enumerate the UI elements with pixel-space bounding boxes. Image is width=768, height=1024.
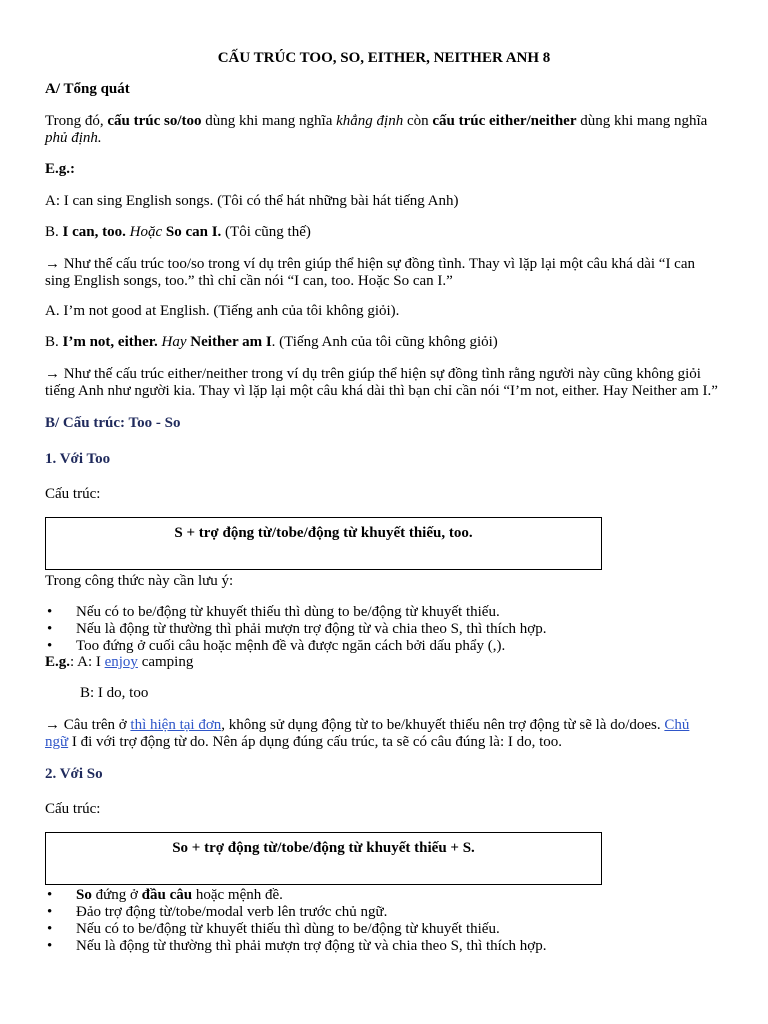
- intro-text-3: còn: [403, 113, 433, 129]
- so-structure-label: Cấu trúc:: [45, 801, 101, 817]
- section-a-heading-text: A/ Tổng quát: [45, 81, 130, 97]
- example-b1-bold-2: So can I.: [165, 224, 222, 240]
- subject-link-part-2[interactable]: ngữ: [45, 734, 69, 750]
- example-b2-prefix: B.: [45, 334, 63, 350]
- so-heading: 2. Với So: [45, 766, 103, 782]
- too-structure-label: Cấu trúc:: [45, 486, 101, 502]
- example-b1-italic: Hoặc: [129, 224, 163, 240]
- too-example-b: B: I do, too: [80, 685, 149, 701]
- too-formula: S + trợ động từ/tobe/động từ khuyết thiếu, too.: [174, 525, 473, 541]
- explanation-2: [45, 366, 745, 400]
- example-b2-italic: Hay: [161, 334, 187, 350]
- intro-text-2: dùng khi mang nghĩa: [201, 113, 337, 129]
- example-a1: A: I can sing English songs. (Tôi có thể hát những bài hát tiếng Anh): [45, 193, 459, 209]
- list-item: • Nếu có to be/động từ khuyết thiếu thì dùng to be/động từ khuyết thiếu.: [45, 604, 745, 621]
- intro-bold-1: cấu trúc so/too: [107, 113, 202, 129]
- too-notes-list: [45, 604, 745, 655]
- too-explanation-text-1: → Câu trên ở: [45, 717, 131, 733]
- example-label: [45, 161, 745, 178]
- enjoy-link[interactable]: enjoy: [104, 654, 138, 670]
- too-example-text-1: : A: I: [70, 654, 105, 670]
- explanation-1-line-1: → Như thế cấu trúc too/so trong ví dụ trên giúp thể hiện sự đồng tình. Thay vì lặp lại một câu khá dài “I can: [45, 256, 696, 272]
- too-explanation-text-3: I đi với trợ động từ do. Nên áp dụng đúng cấu trúc, ta sẽ có câu đúng là: I do, too.: [68, 734, 563, 750]
- too-example-text-2: camping: [137, 654, 194, 670]
- intro-paragraph: [45, 113, 745, 147]
- example-b2-translation: . (Tiếng Anh của tôi cũng không giỏi): [271, 334, 498, 350]
- example-a2: A. I’m not good at English. (Tiếng anh của tôi không giỏi).: [45, 303, 400, 319]
- section-b-heading: B/ Cấu trúc: Too - So: [45, 415, 181, 431]
- example-label-text: E.g.:: [45, 161, 75, 177]
- intro-bold-2: cấu trúc either/neither: [432, 113, 577, 129]
- list-item: • Đảo trợ động từ/tobe/modal verb lên trước chủ ngữ.: [45, 904, 745, 921]
- section-a-heading: [45, 81, 745, 98]
- example-b2-bold-1: I’m not, either.: [62, 334, 158, 350]
- so-notes-list: [45, 887, 745, 955]
- intro-italic-1: khẳng định: [336, 113, 404, 129]
- too-note-intro: Trong công thức này cần lưu ý:: [45, 573, 234, 589]
- example-b2: [45, 334, 745, 351]
- explanation-1-line-2: sing English songs, too.” thì chỉ cần nói “I can, too. Hoặc So can I.”: [45, 273, 453, 289]
- example-b1: [45, 224, 745, 241]
- too-example-a: [45, 654, 745, 671]
- so-formula-box: [45, 832, 602, 885]
- intro-text-4: dùng khi mang nghĩa: [576, 113, 708, 129]
- too-explanation-line-2: [45, 734, 745, 751]
- present-simple-link[interactable]: thì hiện tại đơn: [130, 717, 222, 733]
- list-item: • Too đứng ở cuối câu hoặc mệnh đề và được ngăn cách bởi dấu phẩy (,).: [45, 638, 745, 655]
- too-explanation: [45, 717, 745, 751]
- explanation-2-line-1: → Như thế cấu trúc either/neither trong ví dụ trên giúp thể hiện sự đồng tình rằng người này cũng không giỏi: [45, 366, 701, 382]
- so-note-text-1: đứng ở: [91, 887, 142, 903]
- so-note-bold-1: So: [76, 887, 92, 903]
- explanation-1: [45, 256, 745, 290]
- intro-italic-2: phủ định.: [45, 130, 102, 146]
- subject-link-part-1[interactable]: Chủ: [664, 717, 690, 733]
- intro-line-1: [45, 113, 745, 130]
- example-b1-bold-1: I can, too.: [62, 224, 126, 240]
- so-note-text-2: hoặc mệnh đề.: [192, 887, 283, 903]
- example-b1-translation: (Tôi cũng thế): [221, 224, 311, 240]
- too-formula-box: [45, 517, 602, 570]
- so-note-bold-2: đầu câu: [141, 887, 193, 903]
- too-heading: 1. Với Too: [45, 451, 111, 467]
- list-item: • Nếu là động từ thường thì phải mượn trợ động từ và chia theo S, thì thích hợp.: [45, 938, 745, 955]
- too-explanation-line-1: [45, 717, 745, 734]
- so-formula: So + trợ động từ/tobe/động từ khuyết thiếu + S.: [172, 840, 475, 856]
- list-item: • Nếu có to be/động từ khuyết thiếu thì dùng to be/động từ khuyết thiếu.: [45, 921, 745, 938]
- example-b2-bold-2: Neither am I: [190, 334, 272, 350]
- too-explanation-text-2: , không sử dụng động từ to be/khuyết thiếu nên trợ động từ sẽ là do/does.: [221, 717, 665, 733]
- document-title: CẤU TRÚC TOO, SO, EITHER, NEITHER ANH 8: [217, 50, 551, 66]
- too-example-label: E.g.: [45, 654, 71, 670]
- explanation-2-line-2: tiếng Anh như người kia. Thay vì lặp lại một câu khá dài thì bạn chỉ cần nói “I’m not, either. Hay Neither am I.”: [45, 383, 718, 399]
- example-b1-prefix: B.: [45, 224, 63, 240]
- intro-text-1: Trong đó,: [45, 113, 108, 129]
- list-item: • Nếu là động từ thường thì phải mượn trợ động từ và chia theo S, thì thích hợp.: [45, 621, 745, 638]
- intro-line-2: [45, 130, 745, 147]
- list-item: [45, 887, 745, 904]
